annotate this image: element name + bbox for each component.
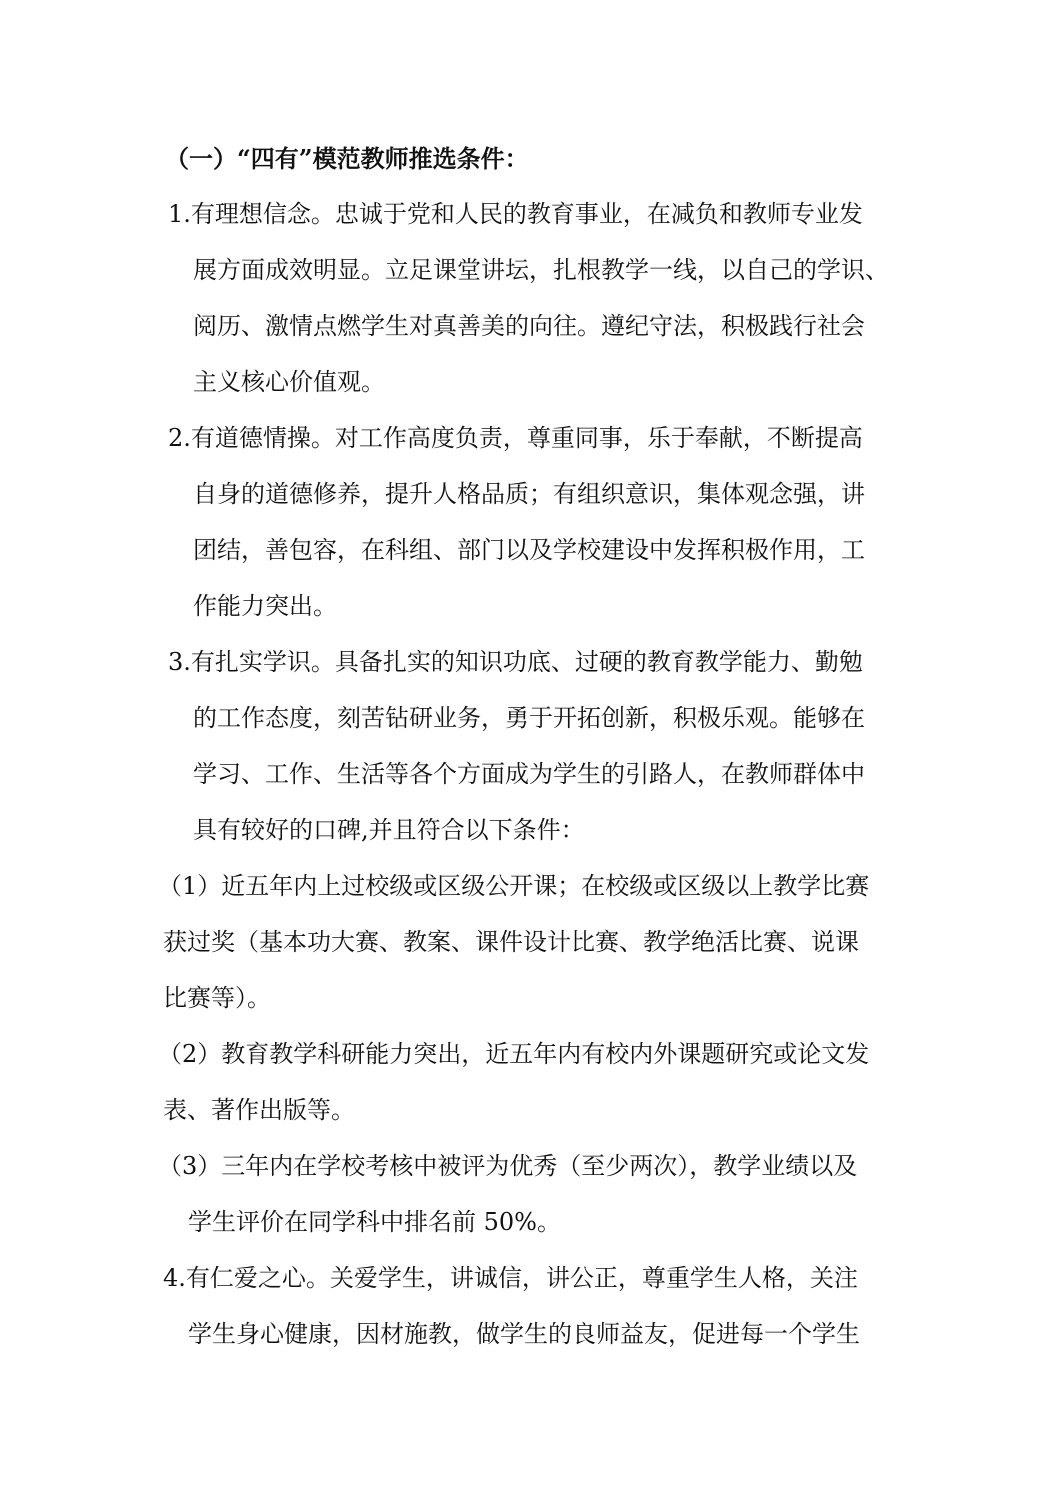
subitem-2-line-2: 表、著作出版等。 xyxy=(163,1096,355,1124)
item-2-line-2: 自身的道德修养，提升人格品质；有组织意识，集体观念强，讲 xyxy=(193,480,865,508)
item-2-line-1: 2.有道德情操。对工作高度负责，尊重同事，乐于奉献，不断提高 xyxy=(168,424,863,452)
section-heading: （一）“四有”模范教师推选条件： xyxy=(165,144,529,173)
subitem-3-line-2: 学生评价在同学科中排名前 50%。 xyxy=(188,1208,561,1236)
item-3-line-4: 具有较好的口碑,并且符合以下条件： xyxy=(193,816,585,844)
item-2-line-4: 作能力突出。 xyxy=(193,592,337,620)
subitem-1-line-3: 比赛等）。 xyxy=(163,984,271,1012)
item-3-line-1: 3.有扎实学识。具备扎实的知识功底、过硬的教育教学能力、勤勉 xyxy=(168,648,863,676)
subitem-1-line-1: （1）近五年内上过校级或区级公开课；在校级或区级以上教学比赛 xyxy=(158,872,870,900)
subitem-1-line-2: 获过奖（基本功大赛、教案、课件设计比赛、教学绝活比赛、说课 xyxy=(163,928,859,956)
item-3-line-3: 学习、工作、生活等各个方面成为学生的引路人，在教师群体中 xyxy=(193,760,865,788)
subitem-3-line-1: （3）三年内在学校考核中被评为优秀（至少两次），教学业绩以及 xyxy=(158,1152,858,1180)
subitem-2-line-1: （2）教育教学科研能力突出，近五年内有校内外课题研究或论文发 xyxy=(158,1040,870,1068)
item-1-line-3: 阅历、激情点燃学生对真善美的向往。遵纪守法，积极践行社会 xyxy=(193,312,865,340)
item-1-line-4: 主义核心价值观。 xyxy=(193,368,385,396)
item-2-line-3: 团结，善包容，在科组、部门以及学校建设中发挥积极作用，工 xyxy=(193,536,865,564)
item-1-line-2: 展方面成效明显。立足课堂讲坛，扎根教学一线，以自己的学识、 xyxy=(193,256,889,284)
item-4-line-2: 学生身心健康，因材施教，做学生的良师益友，促进每一个学生 xyxy=(188,1320,860,1348)
item-3-line-2: 的工作态度，刻苦钻研业务，勇于开拓创新，积极乐观。能够在 xyxy=(193,704,865,732)
item-1-line-1: 1.有理想信念。忠诚于党和人民的教育事业，在减负和教师专业发 xyxy=(168,200,863,228)
item-4-line-1: 4.有仁爱之心。关爱学生，讲诚信，讲公正，尊重学生人格，关注 xyxy=(163,1264,858,1292)
